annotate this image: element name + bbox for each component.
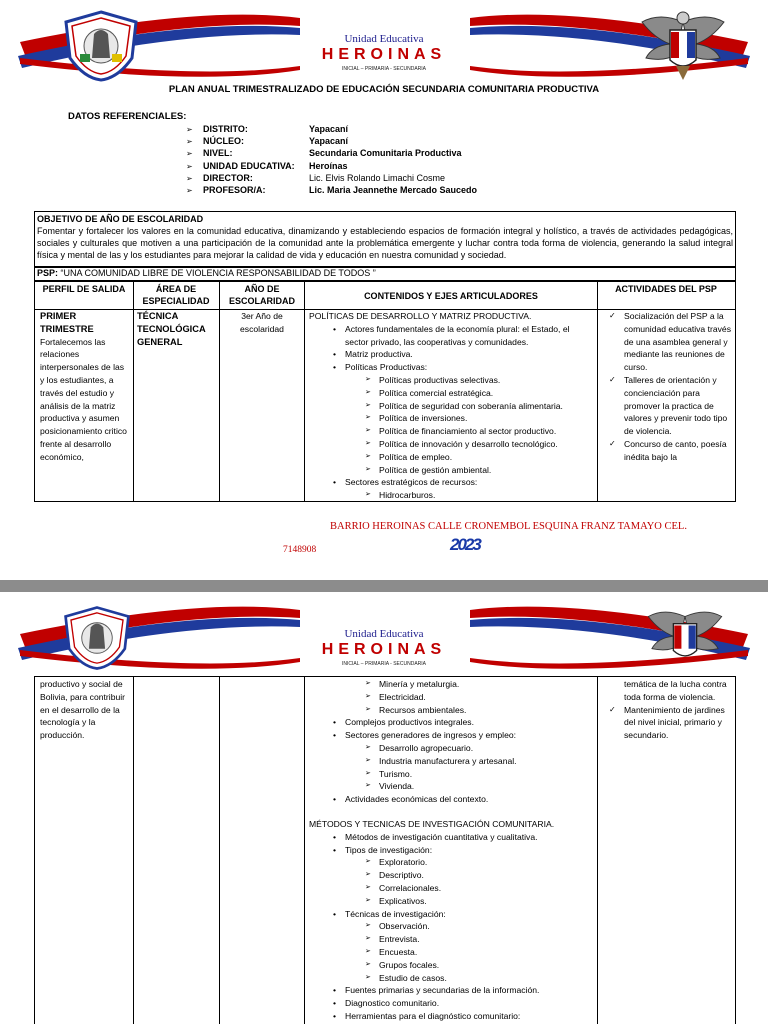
list-item: ➢ Política de inversiones. — [307, 412, 595, 425]
col-divider — [219, 280, 220, 501]
psp-label: PSP: — [37, 268, 59, 278]
list-item: • Sectores estratégicos de recursos: — [307, 476, 595, 489]
area-cell: TÉCNICA TECNOLÓGICA GENERAL — [137, 311, 206, 347]
perfil-cell — [40, 310, 130, 499]
list-item: • Matriz productiva. — [307, 348, 595, 361]
col-divider — [597, 280, 598, 501]
datos-row-profesor — [186, 184, 477, 196]
list-item: • Políticas Productivas: — [307, 361, 595, 374]
school-name: HEROINAS — [321, 46, 447, 63]
header-area: ÁREA DE ESPECIALIDAD — [142, 284, 210, 306]
list-item: ➢ Vivienda. — [307, 780, 595, 793]
header-anio: AÑO DE ESCOLARIDAD — [228, 284, 295, 306]
footer-phone: 7148908 — [283, 545, 317, 555]
objetivo-text: Fomentar y fortalecer los valores en la comunidad educativa, dinamizando y estableciendo espacios de formación integral y holístico, a través de actividades pedagógicas, sociales y culturales que motiven a una participación de la comunidad ante la problemática emergente y luchar contra toda forma de violencia, generando la salud integral física y mental de las y los estudiantes para mejorar la calidad de vida y educación en nuestra comunidad y sociedad. — [37, 226, 733, 260]
list-item: ➢ Recursos ambientales. — [307, 704, 595, 717]
list-item: ➢ Entrevista. — [307, 933, 595, 946]
list-item: ➢ Industria manufacturera y artesanal. — [307, 755, 595, 768]
datos-referenciales-title: DATOS REFERENCIALES: — [68, 111, 187, 122]
datos-row-unidad — [186, 160, 477, 172]
list-item: ➢ Grupos focales. — [307, 959, 595, 972]
perfil-trimestre: PRIMER TRIMESTRE — [40, 311, 94, 334]
perfil-text: Fortalecemos las relaciones interpersonales de las y los estudiantes, a través del estudio y análisis de la matriz productiva y asumen posicionamiento critico frente al desarrollo económico, — [40, 336, 127, 462]
unidad-educativa-label: Unidad Educativa — [344, 33, 424, 45]
school-levels: INICIAL – PRIMARIA - SECUNDARIA — [342, 661, 426, 667]
datos-key: NIVEL: — [203, 148, 233, 159]
contenidos-list — [307, 678, 595, 806]
list-item: ➢ Correlacionales. — [307, 882, 595, 895]
list-item: • Actividades económicas del contexto. — [307, 793, 595, 806]
list-item: ✓ Socialización del PSP a la comunidad educativa través de una asamblea general y mediante las reuniones de curso. — [600, 310, 732, 374]
list-item: • Herramientas para el diagnóstico comunitario: — [307, 1010, 595, 1023]
list-item: ➢ Política de financiamiento al sector productivo. — [307, 425, 595, 438]
footer-address: BARRIO HEROINAS CALLE CRONEMBOL ESQUINA FRANZ TAMAYO CEL. — [330, 521, 687, 532]
datos-value: Yapacaní — [309, 124, 349, 134]
arrow-bullet-icon: ➢ — [186, 185, 193, 195]
year-logo: 2023 — [450, 535, 480, 554]
datos-row-nivel — [186, 147, 477, 159]
anio-cell: 3er Año de escolaridad — [240, 311, 284, 334]
metodos-list — [307, 831, 595, 1023]
header-contenidos: CONTENIDOS Y EJES ARTICULADORES — [364, 291, 538, 301]
datos-value: Lic. Maria Jeannethe Mercado Saucedo — [309, 184, 478, 195]
arrow-bullet-icon: ➢ — [186, 137, 193, 147]
unidad-educativa-label: Unidad Educativa — [344, 628, 424, 640]
actividades-cell — [600, 310, 732, 500]
list-item: • Tipos de investigación: — [307, 844, 595, 857]
datos-row-nucleo — [186, 135, 477, 147]
col-divider — [219, 676, 220, 1024]
list-item: • Métodos de investigación cuantitativa y cualitativa. — [307, 831, 595, 844]
list-item: ➢ Políticas productivas selectivas. — [307, 374, 595, 387]
list-item: ➢ Encuesta. — [307, 946, 595, 959]
header-actividades: ACTIVIDADES DEL PSP — [615, 284, 717, 294]
list-item: • Diagnostico comunitario. — [307, 997, 595, 1010]
col-divider — [304, 280, 305, 501]
list-item: ✓ Talleres de orientación y concienciación para promover la practica de valores y prevenir todo tipo de violencia. — [600, 374, 732, 438]
datos-key: UNIDAD EDUCATIVA: — [203, 160, 295, 171]
contenidos-list — [307, 323, 595, 500]
datos-row-distrito — [186, 123, 477, 135]
objetivo-box — [34, 211, 736, 268]
datos-value: Secundaria Comunitaria Productiva — [309, 148, 462, 159]
col-divider — [133, 676, 134, 1024]
datos-value: Lic. Elvis Rolando Limachi Cosme — [309, 172, 446, 183]
list-item: ➢ Electricidad. — [307, 691, 595, 704]
objetivo-title: OBJETIVO DE AÑO DE ESCOLARIDAD — [37, 214, 204, 224]
contenidos-cell — [307, 310, 595, 500]
actividad-continued-text: temática de la lucha contra toda forma de violencia. — [624, 679, 727, 702]
header-perfil: PERFIL DE SALIDA — [42, 284, 126, 294]
list-item: ➢ Turismo. — [307, 768, 595, 781]
datos-row-director — [186, 172, 477, 184]
datos-key: NÚCLEO: — [203, 136, 244, 147]
arrow-bullet-icon: ➢ — [186, 173, 193, 183]
arrow-bullet-icon: ➢ — [186, 161, 193, 171]
datos-value: Heroínas — [309, 160, 348, 171]
arrow-bullet-icon: ➢ — [186, 125, 193, 134]
datos-key: PROFESOR/A: — [203, 184, 266, 195]
list-item: ➢ Política de empleo. — [307, 451, 595, 464]
list-item: ➢ Estudio de casos. — [307, 972, 595, 985]
list-item: ➢ Política de gestión ambiental. — [307, 464, 595, 477]
datos-key: DIRECTOR: — [203, 172, 253, 183]
actividades-cell-continued — [600, 678, 732, 742]
list-item: ✓ Mantenimiento de jardines del nivel inicial, primario y secundario. — [600, 704, 732, 742]
list-item: ➢ Explicativos. — [307, 895, 595, 908]
col-divider — [304, 676, 305, 1024]
school-heading — [0, 628, 768, 667]
list-item: ➢ Política de seguridad con soberanía alimentaria. — [307, 400, 595, 413]
school-levels: INICIAL – PRIMARIA - SECUNDARIA — [342, 66, 426, 72]
psp-text: “UNA COMUNIDAD LIBRE DE VIOLENCIA RESPONSABILIDAD DE TODOS ” — [60, 268, 376, 278]
list-item: ➢ Desarrollo agropecuario. — [307, 742, 595, 755]
list-item: ➢ Política comercial estratégica. — [307, 387, 595, 400]
list-item: ➢ Observación. — [307, 920, 595, 933]
school-name: HEROINAS — [321, 641, 447, 658]
list-item: ✓ Concurso de canto, poesía inédita bajo la — [600, 438, 732, 464]
list-item: ➢ Exploratorio. — [307, 856, 595, 869]
list-item: • Actores fundamentales de la economía plural: el Estado, el sector privado, las cooperativas y comunidades. — [307, 323, 595, 349]
document-page-2 — [0, 592, 768, 1024]
list-item: ➢ Descriptivo. — [307, 869, 595, 882]
perfil-cell-continued: productivo y social de Bolivia, para contribuir en el desarrollo de la tecnología y la producción. — [40, 679, 126, 741]
col-divider — [133, 280, 134, 501]
list-item: • Complejos productivos integrales. — [307, 716, 595, 729]
contenidos-cell-continued — [307, 678, 595, 1024]
list-item: • Técnicas de investigación: — [307, 908, 595, 921]
school-heading — [0, 33, 768, 72]
list-item: ➢ Política de innovación y desarrollo tecnológico. — [307, 438, 595, 451]
datos-referenciales-list — [186, 123, 477, 196]
section-politicas-title: POLÍTICAS DE DESARROLLO Y MATRIZ PRODUCTIVA. — [309, 311, 532, 321]
document-title: PLAN ANUAL TRIMESTRALIZADO DE EDUCACIÓN SECUNDARIA COMUNITARIA PRODUCTIVA — [168, 84, 600, 95]
arrow-bullet-icon: ➢ — [186, 149, 193, 159]
list-item: ➢ Minería y metalurgia. — [307, 678, 595, 691]
datos-key: DISTRITO: — [203, 124, 248, 134]
actividades-list — [600, 310, 732, 464]
datos-value: Yapacaní — [309, 136, 349, 147]
list-item: • Sectores generadores de ingresos y empleo: — [307, 729, 595, 742]
actividades-list — [600, 704, 732, 742]
list-item: • Fuentes primarias y secundarias de la información. — [307, 984, 595, 997]
col-divider — [597, 676, 598, 1024]
list-item: ➢ Hidrocarburos. — [307, 489, 595, 500]
section-metodos-title: MÉTODOS Y TECNICAS DE INVESTIGACIÓN COMUNITARIA. — [309, 818, 555, 829]
